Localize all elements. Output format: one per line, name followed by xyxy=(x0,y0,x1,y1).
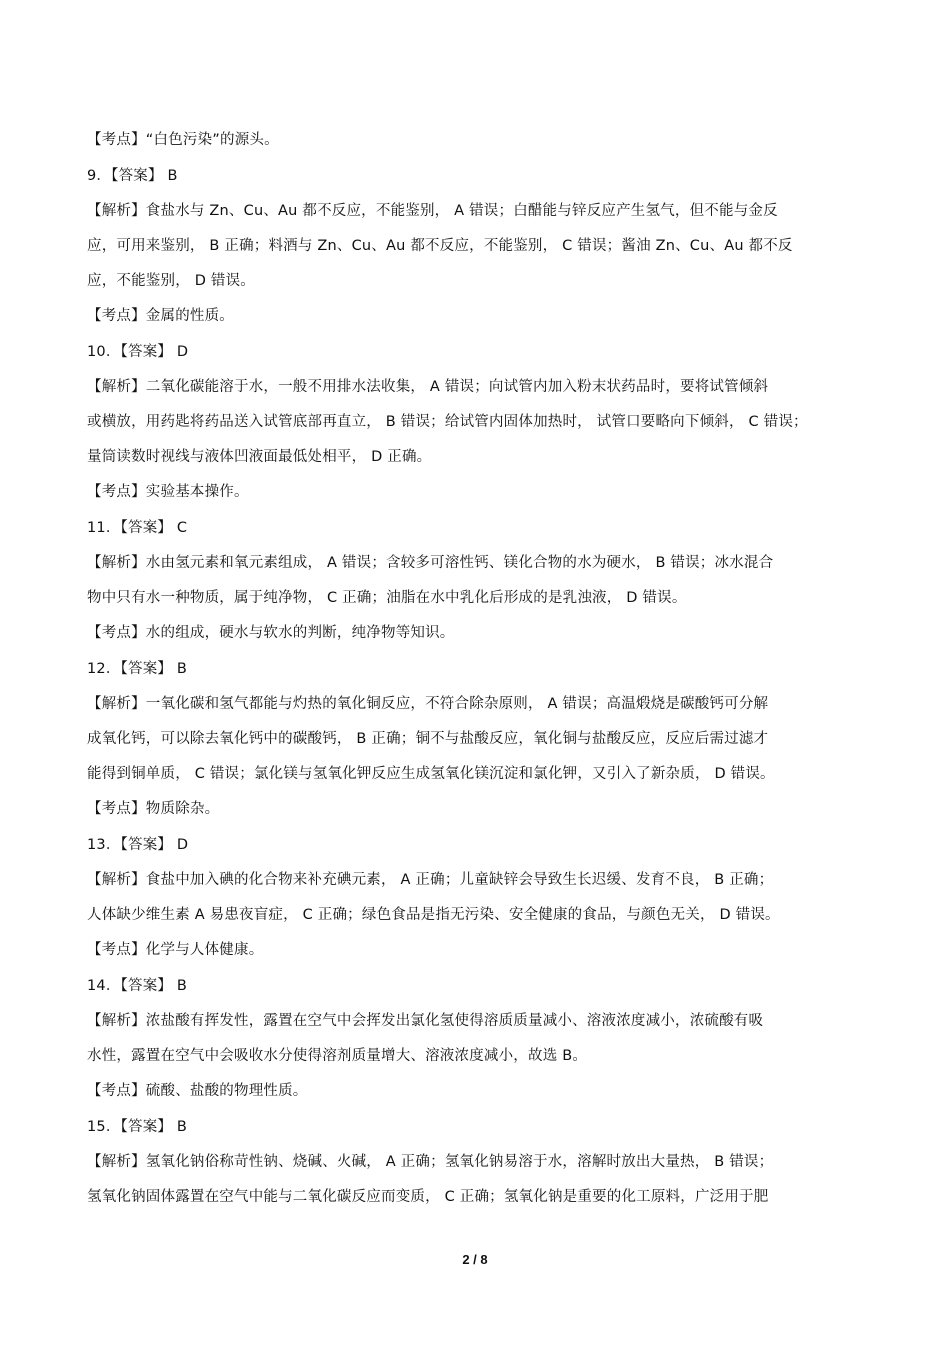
text-line: 【考点】物质除杂。 xyxy=(87,801,220,817)
text-line: 量筒读数时视线与液体凹液面最低处相平， D 正确。 xyxy=(87,449,432,465)
text-line: 水性，露置在空气中会吸收水分使得溶剂质量增大、溶液浓度减小，故选 B。 xyxy=(87,1048,588,1064)
text-line: 氢氧化钠固体露置在空气中能与二氧化碳反应而变质， C 正确；氢氧化钠是重要的化工原料，广泛用于肥 xyxy=(87,1189,769,1205)
text-line: 【考点】实验基本操作。 xyxy=(87,484,249,500)
text-line: 【解析】食盐中加入碘的化合物来补充碘元素， A 正确；儿童缺锌会导致生长迟缓、发育不良， B 正确； xyxy=(87,872,774,888)
text-line: 【解析】浓盐酸有挥发性，露置在空气中会挥发出氯化氢使得溶质质量减小、溶液浓度减小，浓硫酸有吸 xyxy=(87,1013,764,1029)
answer-heading: 15．【答案】 B xyxy=(87,1119,188,1135)
answer-heading: 14．【答案】 B xyxy=(87,978,188,994)
answer-heading: 9．【答案】 B xyxy=(87,168,178,184)
text-line: 成氧化钙，可以除去氧化钙中的碳酸钙， B 正确；铜不与盐酸反应，氧化铜与盐酸反应，反应后需过滤才 xyxy=(87,731,769,747)
text-line: 【解析】水由氢元素和氧元素组成， A 错误；含较多可溶性钙、镁化合物的水为硬水， B 错误；冰水混合 xyxy=(87,555,774,571)
answer-heading: 13．【答案】 D xyxy=(87,837,189,853)
text-line: 【解析】二氧化碳能溶于水，一般不用排水法收集， A 错误；向试管内加入粉末状药品时，要将试管倾斜 xyxy=(87,379,769,395)
page-number: 2 / 8 xyxy=(462,1252,488,1267)
answer-heading: 12．【答案】 B xyxy=(87,661,188,677)
text-line: 人体缺少维生素 A 易患夜盲症， C 正确；绿色食品是指无污染、安全健康的食品，与颜色无关， D 错误。 xyxy=(87,907,780,923)
answer-heading: 10．【答案】 D xyxy=(87,344,189,360)
text-line: 【解析】氢氧化钠俗称苛性钠、烧碱、火碱， A 正确；氢氧化钠易溶于水，溶解时放出大量热， B 错误； xyxy=(87,1154,774,1170)
text-line: 物中只有水一种物质，属于纯净物， C 正确；油脂在水中乳化后形成的是乳浊液， D 错误。 xyxy=(87,590,687,606)
text-line: 【考点】硫酸、盐酸的物理性质。 xyxy=(87,1083,308,1099)
text-line: 【考点】金属的性质。 xyxy=(87,308,234,324)
text-line: 应，不能鉴别， D 错误。 xyxy=(87,273,255,289)
text-line: 【解析】一氧化碳和氢气都能与灼热的氧化铜反应，不符合除杂原则， A 错误；高温煅烧是碳酸钙可分解 xyxy=(87,696,769,712)
text-line: 或横放，用药匙将药品送入试管底部再直立， B 错误；给试管内固体加热时， 试管口要略向下倾斜， C 错误； xyxy=(87,414,808,430)
text-line: 能得到铜单质， C 错误；氯化镁与氢氧化钾反应生成氢氧化镁沉淀和氯化钾，又引入了新杂质， D 错误。 xyxy=(87,766,775,782)
answer-heading: 11．【答案】 C xyxy=(87,520,188,536)
text-line: 【考点】化学与人体健康。 xyxy=(87,942,264,958)
text-line: 【考点】“白色污染”的源头。 xyxy=(87,132,279,148)
text-line: 【考点】水的组成，硬水与软水的判断，纯净物等知识。 xyxy=(87,625,455,641)
text-line: 应，可用来鉴别， B 正确；料酒与 Zn、Cu、Au 都不反应，不能鉴别， C 错误；酱油 Zn、Cu、Au 都不反 xyxy=(87,238,793,254)
text-line: 【解析】食盐水与 Zn、Cu、Au 都不反应，不能鉴别， A 错误；白醋能与锌反应产生氢气，但不能与金反 xyxy=(87,203,778,219)
